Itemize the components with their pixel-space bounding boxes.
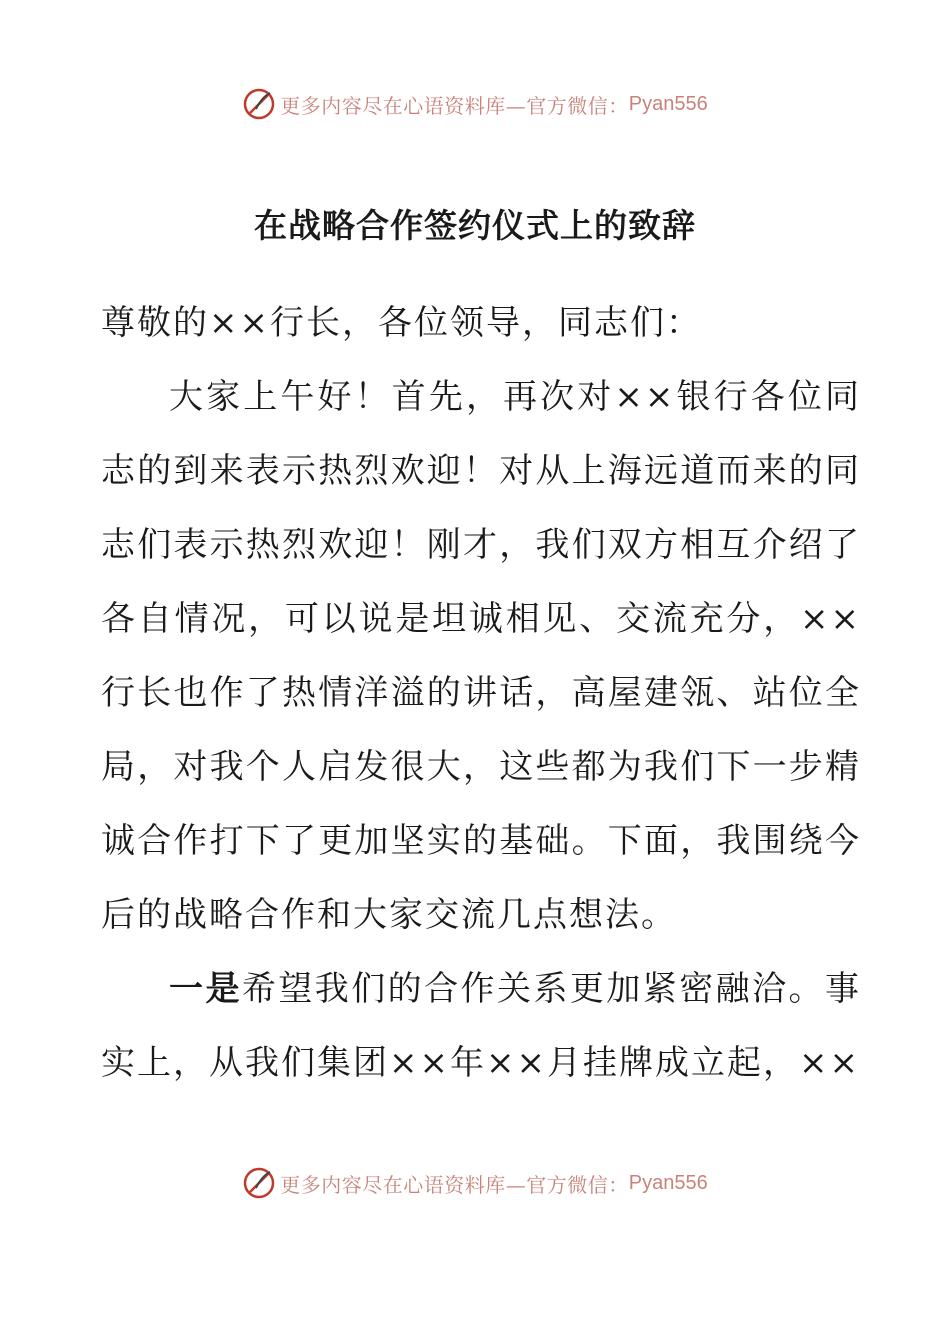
watermark-banner-top xyxy=(0,84,950,124)
document-body xyxy=(101,286,861,1100)
watermark-text: 更多内容尽在心语资料库—官方微信： xyxy=(280,1172,629,1197)
document-title: 在战略合作签约仪式上的致辞 xyxy=(254,206,696,245)
point-one-lead: 一是 xyxy=(169,969,242,1009)
quill-logo-icon xyxy=(242,1166,276,1200)
watermark-text: 更多内容尽在心语资料库—官方微信： xyxy=(280,93,629,118)
paragraph-point-one xyxy=(101,952,861,1100)
point-one-text: 希望我们的合作关系更加紧密融洽。事实上，从我们集团××年××月挂牌成立起，×× xyxy=(101,969,862,1083)
watermark-wechat-id: Pyan556 xyxy=(628,92,708,115)
watermark-banner-bottom xyxy=(0,1163,950,1203)
quill-logo-icon xyxy=(242,87,276,121)
watermark-wechat-id: Pyan556 xyxy=(628,1171,708,1194)
paragraph-opening: 大家上午好！首先，再次对××银行各位同志的到来表示热烈欢迎！对从上海远道而来的同志们表示热烈欢迎！刚才，我们双方相互介绍了各自情况，可以说是坦诚相见、交流充分，××行长也作了热情洋溢的讲话，高屋建瓴、站位全局，对我个人启发很大，这些都为我们下一步精诚合作打下了更加坚实的基础。下面，我围绕今后的战略合作和大家交流几点想法。 xyxy=(101,377,861,935)
salutation: 尊敬的××行长，各位领导，同志们： xyxy=(101,303,702,343)
